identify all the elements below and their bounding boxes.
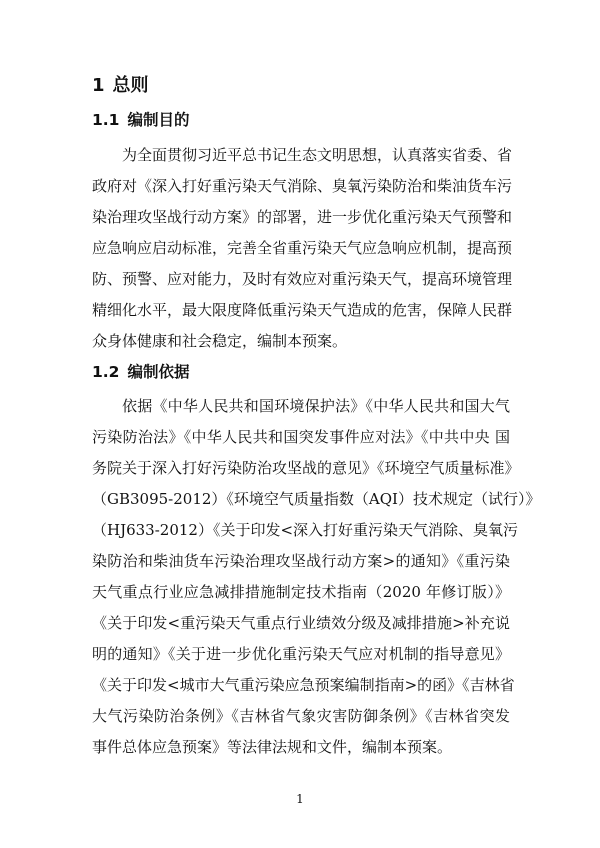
- paragraph-line: 明的通知》《关于进一步优化重污染天气应对机制的指导意见》: [92, 645, 510, 663]
- paragraph-line: 大气污染防治条例》《吉林省气象灾害防御条例》《吉林省突发: [92, 707, 510, 725]
- paragraph-line: 防、预警、应对能力，及时有效应对重污染天气，提高环境管理: [92, 270, 513, 288]
- paragraph-line: 务院关于深入打好污染防治攻坚战的意见》《环境空气质量标准》: [92, 459, 520, 477]
- page-number: 1: [296, 792, 304, 806]
- section-heading-1-2: [92, 360, 189, 382]
- paragraph-line: 《关于印发<重污染天气重点行业绩效分级及减排措施>补充说: [92, 614, 510, 632]
- section-title: 编制依据: [127, 363, 190, 381]
- paragraph-line: 众身体健康和社会稳定，编制本预案。: [92, 332, 348, 350]
- paragraph-line: 为全面贯彻习近平总书记生态文明思想，认真落实省委、省: [122, 146, 513, 164]
- section-heading-1-1: [92, 108, 189, 130]
- paragraph-line: （HJ633-2012）《关于印发<深入打好重污染天气消除、臭氧污: [92, 521, 519, 539]
- paragraph-line: 应急响应启动标准，完善全省重污染天气应急响应机制，提高预: [92, 239, 513, 257]
- paragraph-line: 精细化水平，最大限度降低重污染天气造成的危害，保障人民群: [92, 301, 513, 319]
- chapter-heading: [92, 71, 149, 97]
- chapter-title: 总则: [112, 75, 149, 96]
- section-title: 编制目的: [127, 111, 190, 129]
- section-number: 1.2: [92, 363, 120, 381]
- chapter-number: 1: [92, 75, 105, 96]
- paragraph-line: 《关于印发<城市大气重污染应急预案编制指南>的函》《吉林省: [92, 676, 515, 694]
- paragraph-line: 污染防治法》《中华人民共和国突发事件应对法》《中共中央 国: [92, 428, 510, 446]
- paragraph-line: 染防治和柴油货车污染治理攻坚战行动方案>的通知》《重污染: [92, 552, 510, 570]
- paragraph-line: 天气重点行业应急减排措施制定技术指南（2020 年修订版）》: [92, 583, 510, 601]
- paragraph-line: 事件总体应急预案》等法律法规和文件，编制本预案。: [92, 738, 453, 756]
- section-number: 1.1: [92, 111, 120, 129]
- paragraph-line: 依据《中华人民共和国环境保护法》《中华人民共和国大气: [122, 397, 510, 415]
- paragraph-line: （GB3095-2012）《环境空气质量指数（AQI）技术规定（试行）》: [92, 490, 541, 508]
- paragraph-line: 政府对《深入打好重污染天气消除、臭氧污染防治和柴油货车污: [92, 177, 513, 195]
- paragraph-line: 染治理攻坚战行动方案》的部署，进一步优化重污染天气预警和: [92, 208, 513, 226]
